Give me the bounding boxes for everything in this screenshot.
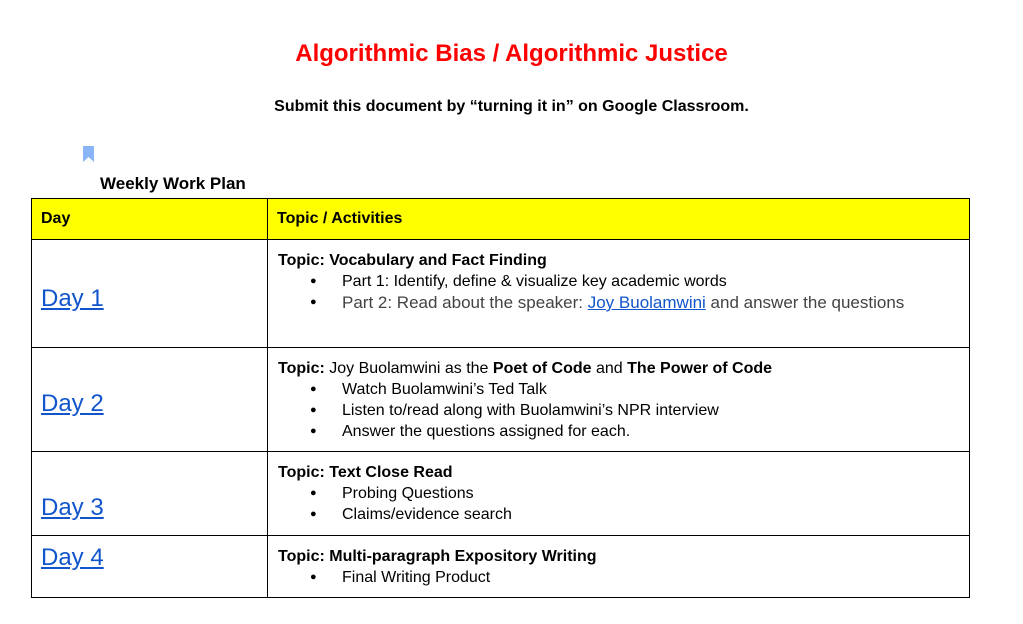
weekly-work-plan-heading: Weekly Work Plan [100,174,246,193]
list-item: ● Claims/evidence search [278,504,959,525]
activities-cell [268,348,970,452]
header-day: Day [32,199,268,240]
day-1-link[interactable]: Day 1 [41,285,104,312]
list-item: ● Watch Buolamwini’s Ted Talk [278,379,959,400]
day-4-link[interactable]: Day 4 [41,544,104,571]
day-cell [32,240,268,348]
activities-cell [268,240,970,348]
list-item: ● Final Writing Product [278,567,959,588]
bookmark-icon[interactable] [83,146,94,162]
joy-buolamwini-link[interactable]: Joy Buolamwini [587,293,706,312]
topic-line: Topic: Text Close Read [278,464,453,481]
list-item: ● Part 1: Identify, define & visualize key academic words [278,271,959,292]
weekly-plan-table [31,198,970,598]
table-row [32,348,970,452]
table-header-row [32,199,970,240]
list-item: ● Answer the questions assigned for each. [278,421,959,442]
activities-cell [268,536,970,598]
table-row [32,240,970,348]
document-subtitle: Submit this document by “turning it in” on Google Classroom. [274,98,749,115]
list-item: ● Probing Questions [278,483,959,504]
activity-list [278,379,959,442]
day-cell [32,452,268,536]
activity-list [278,271,959,313]
table-row [32,536,970,598]
topic-line: Topic: Vocabulary and Fact Finding [278,252,547,269]
day-3-link[interactable]: Day 3 [41,494,104,521]
day-cell [32,348,268,452]
activity-list [278,483,959,525]
topic-line: Topic: Multi-paragraph Expository Writing [278,548,597,565]
day-cell [32,536,268,598]
table-row [32,452,970,536]
day-2-link[interactable]: Day 2 [41,390,104,417]
list-item: ● Listen to/read along with Buolamwini’s NPR interview [278,400,959,421]
list-item: ● Part 2: Read about the speaker: Joy Buolamwini and answer the questions [278,292,959,313]
document-title: Algorithmic Bias / Algorithmic Justice [295,40,728,67]
activities-cell [268,452,970,536]
activity-list [278,567,959,588]
topic-line: Topic: Joy Buolamwini as the Poet of Code and The Power of Code [278,360,773,377]
header-topic-activities: Topic / Activities [268,199,970,240]
